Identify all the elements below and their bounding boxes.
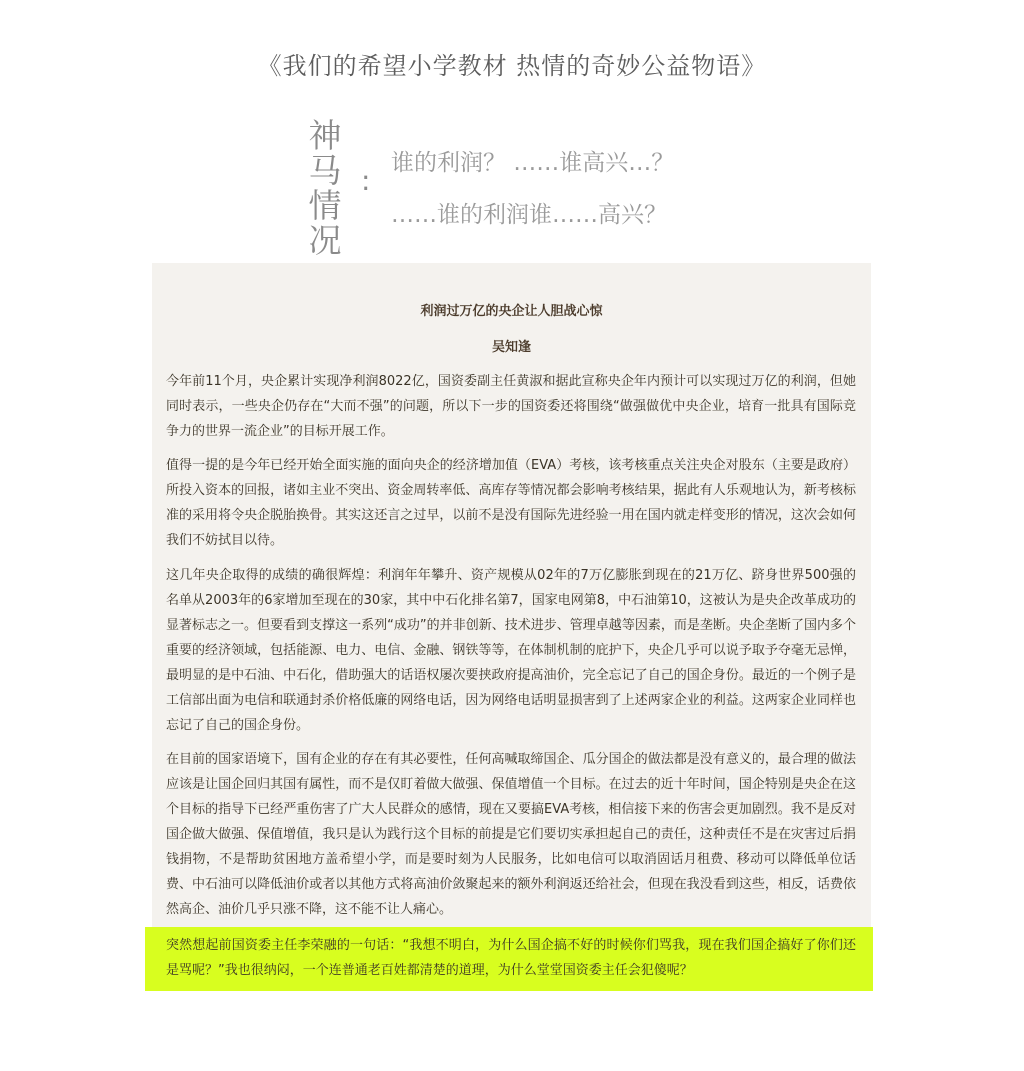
- vertical-char: 神: [308, 116, 342, 155]
- highlight-text: 突然想起前国资委主任李荣融的一句话：“我想不明白，为什么国企搞不好的时候你们骂我，现在我们国企搞好了你们还是骂呢？”我也很纳闷，一个连普通老百姓都清楚的道理，为什么堂堂国资委主任会犯傻呢？: [166, 938, 856, 978]
- colon-mark: :: [361, 164, 371, 197]
- article-paragraph: 今年前11个月，央企累计实现净利润8022亿，国资委副主任黄淑和据此宣称央企年内预计可以实现过万亿的利润，但她同时表示，一些央企仍存在“大而不强”的问题，所以下一步的国资委还将围绕“做强做优中央企业，培育一批具有国际竞争力的世界一流企业”的目标开展工作。: [166, 374, 856, 439]
- header-quote-line-2: ……谁的利润谁……高兴？: [391, 202, 667, 228]
- article-title: 利润过万亿的央企让人胆战心惊: [420, 304, 603, 319]
- article-paragraph: 在目前的国家语境下，国有企业的存在有其必要性，任何高喊取缔国企、瓜分国企的做法都是没有意义的，最合理的做法应该是让国企回归其国有属性，而不是仅盯着做大做强、保值增值一个目标。在过去的近十年时间，国企特别是央企在这个目标的指导下已经严重伤害了广大人民群众的感情，现在又要搞EVA考核，相信接下来的伤害会更加剧烈。我不是反对国企做大做强、保值增值，我只是认为践行这个目标的前提是它们要切实承担起自己的责任，这种责任不是在灾害过后捐钱捐物，不是帮助贫困地方盖希望小学，而是要时刻为人民服务，比如电信可以取消固话月租费、移动可以降低单位话费、中石油可以降低油价或者以其他方式将高油价敛聚起来的额外利润返还给社会，但现在我没看到这些，相反，话费依然高企、油价几乎只涨不降，这不能不让人痛心。: [166, 752, 856, 917]
- header-quote-line-1: 谁的利润？ ……谁高兴…？: [391, 150, 675, 176]
- article-panel: [152, 263, 871, 927]
- vertical-label: [305, 118, 345, 258]
- vertical-char: 况: [308, 221, 342, 260]
- article-paragraph: 值得一提的是今年已经开始全面实施的面向央企的经济增加值（EVA）考核，该考核重点关注央企对股东（主要是政府）所投入资本的回报，诸如主业不突出、资金周转率低、高库存等情况都会影响考核结果，据此有人乐观地认为，新考核标准的采用将令央企脱胎换骨。其实这还言之过早，以前不是没有国际先进经验一用在国内就走样变形的情况，这次会如何我们不妨拭目以待。: [166, 458, 856, 548]
- vertical-char: 马: [308, 151, 342, 190]
- highlight-box: [145, 927, 873, 991]
- article-author: 吴知逢: [491, 340, 531, 355]
- header-art: [305, 118, 725, 263]
- page-title: 《我们的希望小学教材 热情的奇妙公益物语》: [257, 52, 767, 80]
- vertical-char: 情: [308, 186, 342, 225]
- article-paragraph: 这几年央企取得的成绩的确很辉煌：利润年年攀升、资产规模从02年的7万亿膨胀到现在的21万亿、跻身世界500强的名单从2003年的6家增加至现在的30家，其中中石化排名第7，国家电网第8，中石油第10，这被认为是央企改革成功的显著标志之一。但要看到支撑这一系列“成功”的并非创新、技术进步、管理卓越等因素，而是垄断。央企垄断了国内多个重要的经济领域，包括能源、电力、电信、金融、钢铁等等，在体制机制的庇护下，央企几乎可以说予取予夺毫无忌惮，最明显的是中石油、中石化，借助强大的话语权屡次要挟政府提高油价，完全忘记了自己的国企身份。最近的一个例子是工信部出面为电信和联通封杀价格低廉的网络电话，因为网络电话明显损害到了上述两家企业的利益。这两家企业同样也忘记了自己的国企身份。: [166, 568, 856, 733]
